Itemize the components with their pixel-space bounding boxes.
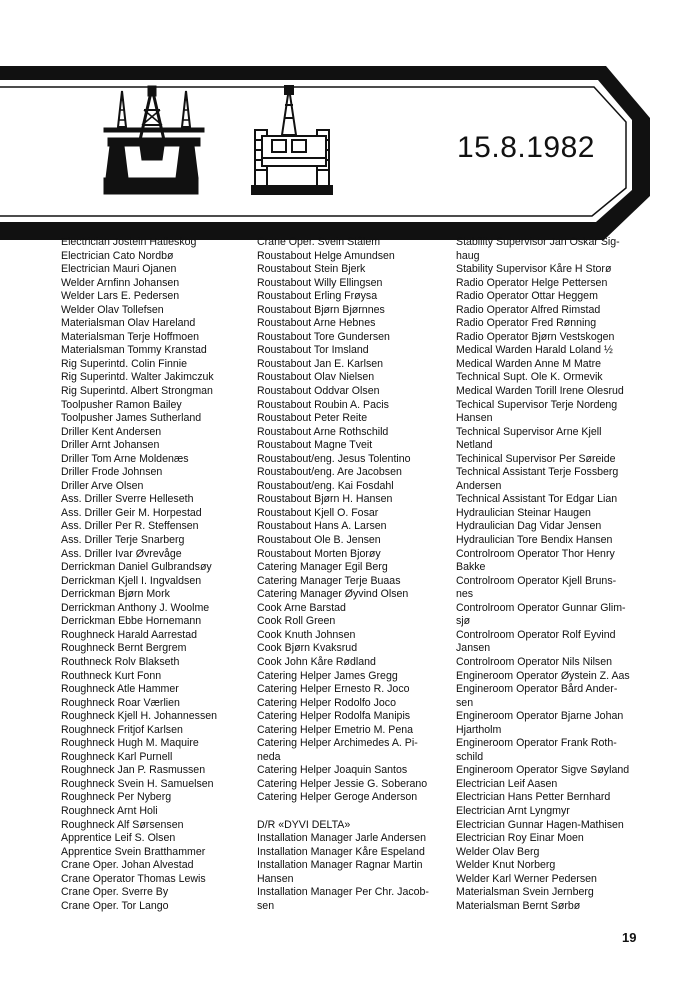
crew-entry: Radio Operator Bjørn Vestskogen (456, 330, 615, 343)
crew-entry: Roustabout Helge Amundsen (257, 249, 395, 262)
crew-entry: Ass. Driller Ivar Øvrevåge (61, 547, 182, 560)
crew-entry: Medical Warden Anne M Matre (456, 357, 602, 370)
crew-entry: Driller Arve Olsen (61, 479, 144, 492)
crew-entry: Roustabout Arne Rothschild (257, 425, 389, 438)
crew-entry: Engineroom Operator Øystein Z. Aas (456, 669, 630, 682)
crew-entry: Medical Warden Torill Irene Olesrud (456, 385, 624, 398)
crew-entry: Roustabout Erling Frøysa (257, 290, 378, 303)
crew-entry: Ass. Driller Terje Snarberg (61, 534, 185, 547)
crew-entry: Technical Assistant Terje Fossberg (456, 466, 619, 479)
crew-entry: Roustabout Bjørn H. Hansen (257, 493, 393, 506)
crew-entry: Netland (456, 439, 493, 452)
crew-entry: Engineroom Operator Sigve Søyland (456, 764, 630, 777)
crew-entry: Welder Olav Tollefsen (61, 303, 164, 316)
crew-entry: Crane Oper. Johan Alvestad (61, 859, 194, 872)
crew-entry: Technical Supt. Ole K. Ormevik (456, 371, 603, 384)
crew-entry: Crane Oper. Svein Stålem (257, 236, 381, 248)
crew-entry: Electrician Arnt Lyngmyr (456, 804, 570, 817)
crew-entry: Ass. Driller Geir M. Horpestad (61, 506, 202, 519)
crew-entry: Apprentice Svein Bratthammer (61, 845, 206, 858)
crew-entry: Roustabout Willy Ellingsen (257, 276, 383, 289)
crew-entry: Crane Oper. Tor Lango (61, 899, 169, 912)
crew-column-3 (456, 236, 646, 913)
crew-entry: Bakke (456, 561, 486, 574)
crew-entry: Catering Helper Jessie G. Soberano (257, 777, 428, 790)
crew-entry: Cook Knuth Johnsen (257, 628, 356, 641)
crew-entry: Rig Superintd. Albert Strongman (61, 385, 213, 398)
crew-entry: Catering Manager Egil Berg (257, 561, 388, 574)
section-spacer (257, 805, 447, 819)
crew-entry: Welder Lars E. Pedersen (61, 290, 180, 303)
crew-entry: Derrickman Kjell I. Ingvaldsen (61, 574, 202, 587)
crew-entry: Roughneck Hugh M. Maquire (61, 737, 199, 750)
crew-entry: Catering Manager Øyvind Olsen (257, 588, 409, 601)
crew-entry: Roustabout Oddvar Olsen (257, 385, 380, 398)
crew-entry: Electrician Hans Petter Bernhard (456, 791, 611, 804)
crew-entry: D/R «DYVI DELTA» (257, 818, 351, 831)
crew-entry: Derrickman Ebbe Hornemann (61, 615, 202, 628)
crew-entry: Driller Arnt Johansen (61, 439, 160, 452)
crew-entry: Roustabout Tore Gundersen (257, 330, 390, 343)
crew-entry: Controlroom Operator Kjell Bruns- (456, 574, 617, 587)
crew-entry: sjø (456, 615, 471, 628)
crew-entry: Hansen (456, 412, 493, 425)
crew-entry: Roughneck Fritjof Karlsen (61, 723, 183, 736)
crew-entry: Hjartholm (456, 723, 502, 736)
crew-entry: Routhneck Rolv Blakseth (61, 655, 180, 668)
crew-entry: Roustabout Tor Imsland (257, 344, 369, 357)
crew-entry: Techical Supervisor Terje Nordeng (456, 398, 618, 411)
crew-entry: haug (456, 249, 480, 262)
crew-entry: Installation Manager Jarle Andersen (257, 832, 427, 845)
crew-entry: Cook Roll Green (257, 615, 336, 628)
crew-entry: Electrician Cato Nordbø (61, 249, 174, 262)
crew-entry: Catering Helper Emetrio M. Pena (257, 723, 414, 736)
crew-entry: Electrician Roy Einar Moen (456, 832, 584, 845)
crew-entry: Roustabout Olav Nielsen (257, 371, 375, 384)
crew-entry: Welder Knut Norberg (456, 859, 556, 872)
crew-entry: Materialsman Svein Jernberg (456, 886, 594, 899)
crew-entry: Crane Oper. Sverre By (61, 886, 169, 899)
crew-entry: Medical Warden Harald Loland ½ (456, 344, 613, 357)
crew-entry: Crane Operator Thomas Lewis (61, 872, 206, 885)
crew-entry: Roustabout Bjørn Bjørnnes (257, 303, 385, 316)
crew-entry: Technical Assistant Tor Edgar Lian (456, 493, 618, 506)
crew-entry: Derrickman Bjørn Mork (61, 588, 170, 601)
crew-entry: Catering Helper Ernesto R. Joco (257, 683, 410, 696)
crew-column-1 (61, 236, 251, 913)
crew-entry: Roustabout Ole B. Jensen (257, 534, 381, 547)
crew-entry: schild (456, 750, 484, 763)
crew-entry: Stability Supervisor Jan Oskar Sig- (456, 236, 620, 248)
crew-entry: Ass. Driller Per R. Steffensen (61, 520, 199, 533)
crew-entry: Toolpusher Ramon Bailey (61, 398, 182, 411)
crew-entry: Controlroom Operator Nils Nilsen (456, 655, 613, 668)
crew-entry: Driller Tom Arne Moldenæs (61, 452, 189, 465)
crew-entry: Materialsman Tommy Kranstad (61, 344, 207, 357)
crew-entry: Hydraulician Dag Vidar Jensen (456, 520, 602, 533)
crew-entry: nes (456, 588, 474, 601)
crew-list-dyvi-delta (257, 819, 447, 914)
crew-entry: Radio Operator Helge Pettersen (456, 276, 608, 289)
crew-entry: Rig Superintd. Colin Finnie (61, 357, 188, 370)
crew-entry: Installation Manager Ragnar Martin (257, 859, 423, 872)
crew-entry: Roustabout Arne Hebnes (257, 317, 376, 330)
crew-entry: Routhneck Kurt Fonn (61, 669, 162, 682)
crew-entry: Roughneck Bernt Bergrem (61, 642, 187, 655)
crew-entry: Controlroom Operator Thor Henry (456, 547, 615, 560)
crew-entry: Cook Bjørn Kvaksrud (257, 642, 358, 655)
crew-entry: Radio Operator Alfred Rimstad (456, 303, 601, 316)
crew-entry: Hansen (257, 872, 294, 885)
crew-entry: Roughneck Svein H. Samuelsen (61, 777, 214, 790)
crew-entry: Roustabout Magne Tveit (257, 439, 373, 452)
page-number: 19 (622, 930, 637, 945)
crew-entry: Roughneck Alf Sørsensen (61, 818, 184, 831)
crew-entry: Catering Helper Archimedes A. Pi- (257, 737, 418, 750)
crew-entry: Catering Helper Rodolfo Joco (257, 696, 396, 709)
crew-entry: Engineroom Operator Bjarne Johan (456, 710, 624, 723)
crew-entry: Materialsman Bernt Sørbø (456, 899, 581, 912)
crew-entry: Roustabout Roubin A. Pacis (257, 398, 389, 411)
crew-entry: Roustabout/eng. Are Jacobsen (257, 466, 402, 479)
crew-entry: Controlroom Operator Gunnar Glim- (456, 601, 626, 614)
crew-entry: Catering Helper Geroge Anderson (257, 791, 418, 804)
crew-entry: Electrician Mauri Ojanen (61, 263, 177, 276)
crew-entry: Roughneck Harald Aarrestad (61, 628, 198, 641)
crew-entry: Cook Arne Barstad (257, 601, 346, 614)
crew-entry: Materialsman Terje Hoffmoen (61, 330, 199, 343)
crew-entry: Roughneck Roar Værlien (61, 696, 180, 709)
crew-entry: Roughneck Arnt Holi (61, 804, 158, 817)
crew-entry: Catering Helper Rodolfa Manipis (257, 710, 411, 723)
crew-entry: Roughneck Karl Purnell (61, 750, 173, 763)
crew-entry: Roustabout/eng. Jesus Tolentino (257, 452, 411, 465)
crew-entry: sen (456, 696, 474, 709)
crew-entry: Electrician Jostein Hatleskog (61, 236, 197, 248)
header-banner (0, 0, 700, 240)
crew-entry: Welder Karl Werner Pedersen (456, 872, 597, 885)
crew-entry: Cook John Kåre Rødland (257, 655, 376, 668)
crew-entry: Electrician Leif Aasen (456, 777, 558, 790)
crew-entry: Catering Manager Terje Buaas (257, 574, 401, 587)
crew-entry: Roustabout/eng. Kai Fosdahl (257, 479, 394, 492)
crew-entry: Technical Supervisor Arne Kjell (456, 425, 602, 438)
crew-entry: Driller Kent Andersen (61, 425, 162, 438)
crew-entry: Electrician Gunnar Hagen-Mathisen (456, 818, 624, 831)
issue-date: 15.8.1982 (457, 131, 595, 164)
crew-entry: Installation Manager Per Chr. Jacob- (257, 886, 429, 899)
crew-entry: Roustabout Peter Reite (257, 412, 368, 425)
crew-entry: Materialsman Olav Hareland (61, 317, 196, 330)
crew-entry: Roughneck Kjell H. Johannessen (61, 710, 218, 723)
crew-entry: Roughneck Atle Hammer (61, 683, 179, 696)
crew-entry: Derrickman Daniel Gulbrandsøy (61, 561, 212, 574)
crew-entry: Engineroom Operator Bård Ander- (456, 683, 618, 696)
crew-entry: Roustabout Jan E. Karlsen (257, 357, 384, 370)
crew-entry: Radio Operator Fred Rønning (456, 317, 597, 330)
crew-entry: Hydraulician Tore Bendix Hansen (456, 534, 613, 547)
crew-entry: Controlroom Operator Rolf Eyvind (456, 628, 616, 641)
crew-entry: Derrickman Anthony J. Woolme (61, 601, 210, 614)
crew-entry: Installation Manager Kåre Espeland (257, 845, 425, 858)
crew-column-2 (257, 236, 447, 913)
crew-entry: Techinical Supervisor Per Søreide (456, 452, 616, 465)
crew-entry: Rig Superintd. Walter Jakimczuk (61, 371, 214, 384)
crew-entry: Driller Frode Johnsen (61, 466, 163, 479)
crew-entry: Jansen (456, 642, 491, 655)
crew-entry: Roustabout Kjell O. Fosar (257, 506, 379, 519)
crew-entry: Welder Olav Berg (456, 845, 540, 858)
crew-entry: Apprentice Leif S. Olsen (61, 832, 176, 845)
crew-entry: Catering Helper James Gregg (257, 669, 398, 682)
crew-entry: Andersen (456, 479, 502, 492)
crew-entry: Roughneck Per Nyberg (61, 791, 172, 804)
crew-entry: Roustabout Stein Bjerk (257, 263, 366, 276)
crew-entry: Ass. Driller Sverre Helleseth (61, 493, 194, 506)
crew-entry: Stability Supervisor Kåre H Storø (456, 263, 612, 276)
crew-entry: Radio Operator Ottar Heggem (456, 290, 598, 303)
crew-entry: Roustabout Morten Bjorøy (257, 547, 381, 560)
crew-entry: Hydraulician Steinar Haugen (456, 506, 591, 519)
crew-entry: Toolpusher James Sutherland (61, 412, 202, 425)
crew-entry: Roustabout Hans A. Larsen (257, 520, 387, 533)
crew-list-rig-1 (257, 236, 447, 805)
crew-entry: Welder Arnfinn Johansen (61, 276, 180, 289)
crew-entry: Catering Helper Joaquin Santos (257, 764, 408, 777)
crew-entry: sen (257, 899, 275, 912)
crew-entry: neda (257, 750, 281, 763)
crew-entry: Roughneck Jan P. Rasmussen (61, 764, 206, 777)
crew-entry: Engineroom Operator Frank Roth- (456, 737, 617, 750)
